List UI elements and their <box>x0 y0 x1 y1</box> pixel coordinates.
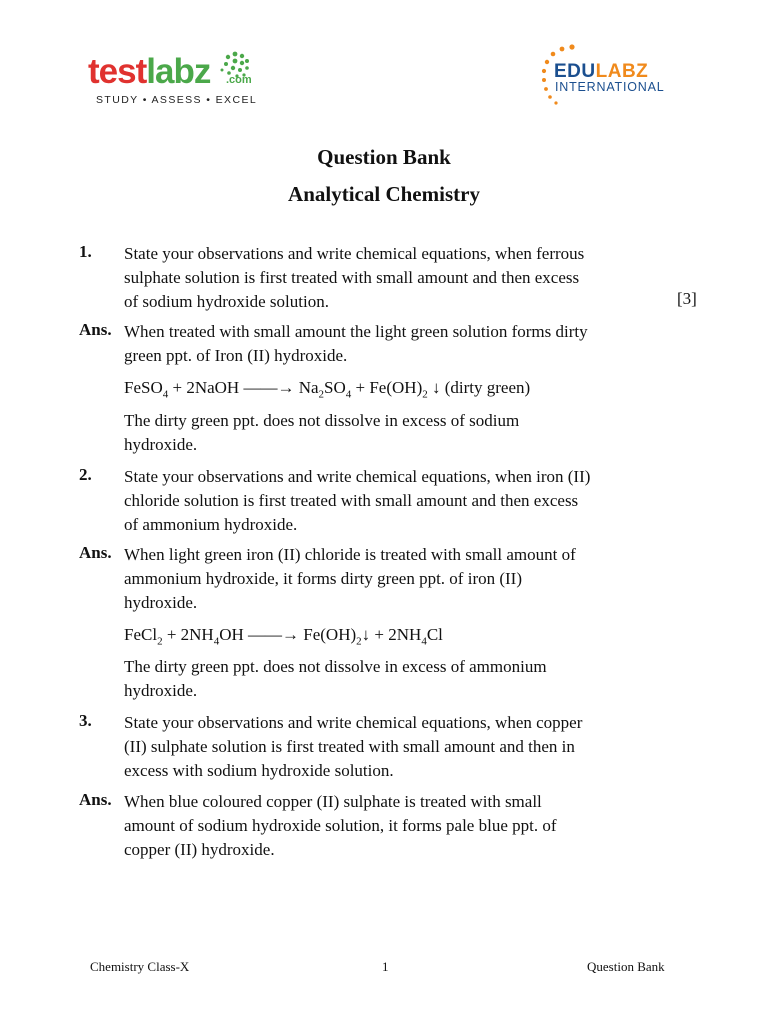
edulabz-logo <box>538 42 688 108</box>
edulabz-wordmark <box>554 62 648 82</box>
testlabz-wordmark <box>88 52 210 92</box>
answer-1-text <box>124 320 684 368</box>
answer-1-followup <box>124 409 684 457</box>
logo-word-labz: labz <box>146 52 211 91</box>
logo-tagline: STUDY • ASSESS • EXCEL <box>96 94 258 106</box>
answer-line: amount of sodium hydroxide solution, it forms pale blue ppt. of <box>124 816 557 835</box>
page-title: Question Bank <box>317 145 451 169</box>
answer-3-text <box>124 790 684 862</box>
page-subtitle: Analytical Chemistry <box>288 182 480 206</box>
equation-2: FeCl$_2$ + $2NH_4OH$ ——→ $Fe(OH)_2↓ + 2NH_4Cl$ <box>124 625 443 648</box>
answer-line: hydroxide. <box>124 681 198 700</box>
question-line: of ammonium hydroxide. <box>124 515 298 534</box>
answer-1-label: Ans. <box>79 320 112 339</box>
answer-line: ammonium hydroxide, it forms dirty green ppt. of iron (II) <box>124 569 522 588</box>
logo-word-labz-right: LABZ <box>595 61 649 82</box>
answer-line: When light green iron (II) chloride is treated with small amount of <box>124 545 576 564</box>
equation-1: FeSO$_4$ + 2NaOH ——→ $Na_2SO_4 + Fe(OH)_2$ ↓ (dirty green) <box>124 378 531 401</box>
answer-2-text <box>124 543 684 615</box>
answer-line: hydroxide. <box>124 593 198 612</box>
answer-2-label: Ans. <box>79 543 112 562</box>
question-line: of sodium hydroxide solution. <box>124 292 329 311</box>
question-line: State your observations and write chemical equations, when copper <box>124 713 583 732</box>
marks-label: [3] <box>677 289 697 308</box>
question-3-number: 3. <box>79 711 92 730</box>
question-line: excess with sodium hydroxide solution. <box>124 761 394 780</box>
testlabz-logo <box>88 48 258 110</box>
answer-line: hydroxide. <box>124 435 198 454</box>
logo-word-edu: EDU <box>554 61 596 82</box>
answer-3-label: Ans. <box>79 790 112 809</box>
question-2-text <box>124 465 684 537</box>
answer-line: When blue coloured copper (II) sulphate is treated with small <box>124 792 542 811</box>
answer-line: green ppt. of Iron (II) hydroxide. <box>124 346 348 365</box>
logo-domain-suffix: .com <box>226 74 252 86</box>
answer-line: copper (II) hydroxide. <box>124 840 275 859</box>
question-line: (II) sulphate solution is first treated with small amount and then in <box>124 737 575 756</box>
answer-line: The dirty green ppt. does not dissolve in excess of ammonium <box>124 657 547 676</box>
question-1-number: 1. <box>79 242 92 261</box>
question-line: chloride solution is first treated with small amount and then excess <box>124 491 579 510</box>
footer-doc-title: Question Bank <box>587 959 665 974</box>
answer-line: The dirty green ppt. does not dissolve in excess of sodium <box>124 411 520 430</box>
question-line: State your observations and write chemical equations, when iron (II) <box>124 467 591 486</box>
question-line: State your observations and write chemical equations, when ferrous <box>124 244 585 263</box>
answer-2-followup <box>124 655 684 703</box>
question-1-text <box>124 242 684 314</box>
logo-subtitle: INTERNATIONAL <box>555 80 665 94</box>
question-3-text <box>124 711 684 783</box>
question-line: sulphate solution is first treated with small amount and then excess <box>124 268 580 287</box>
footer-page-number: 1 <box>382 959 389 974</box>
logo-word-test: test <box>88 52 147 91</box>
question-2-number: 2. <box>79 465 92 484</box>
footer-class-label: Chemistry Class-X <box>90 959 190 974</box>
answer-line: When treated with small amount the light green solution forms dirty <box>124 322 588 341</box>
